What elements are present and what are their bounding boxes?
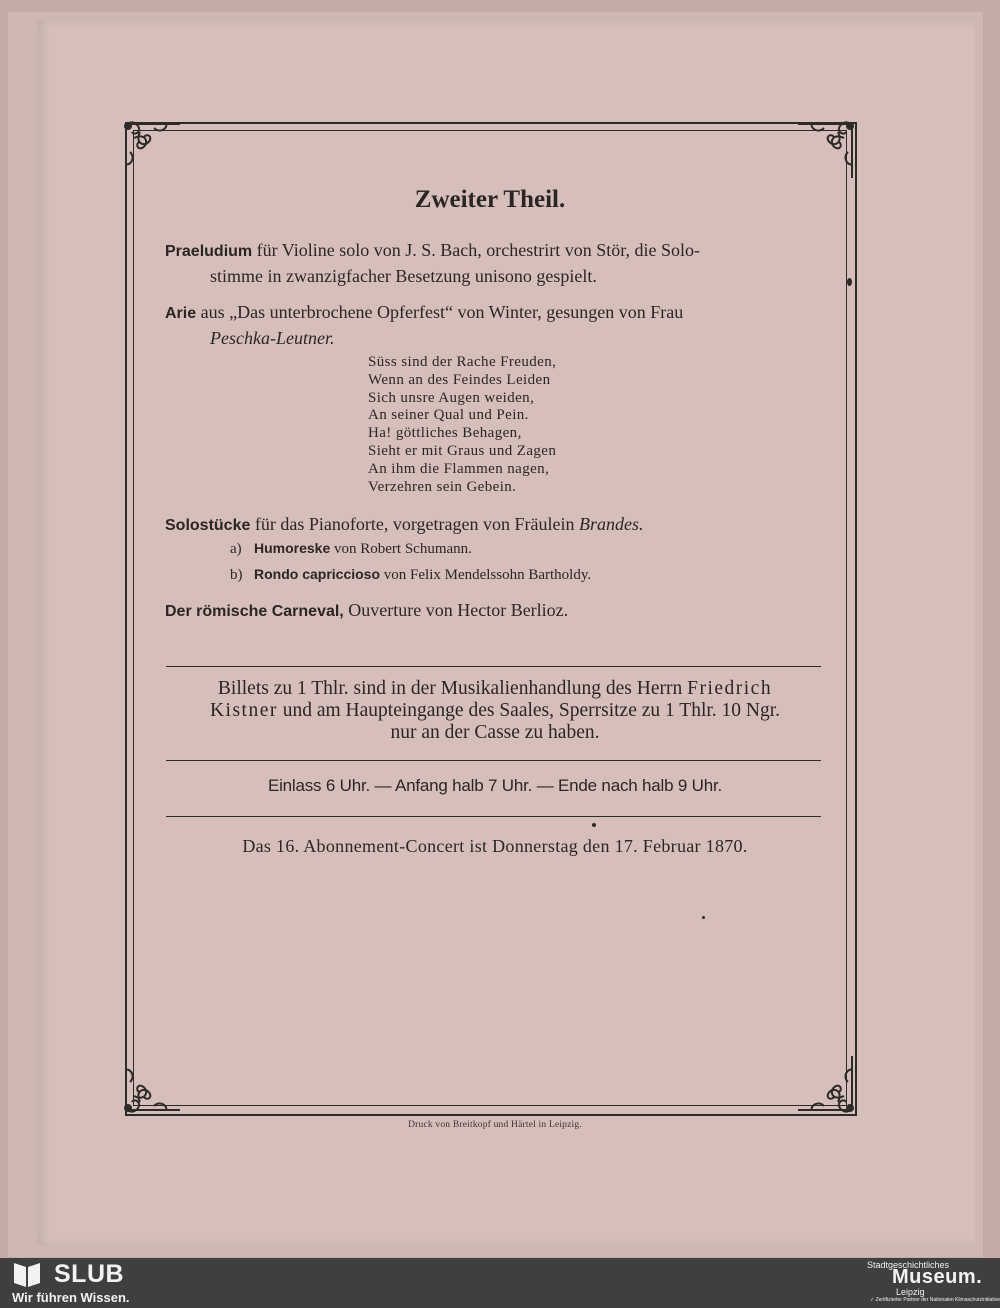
program-item-praeludium [165,238,825,288]
sub-item-title: Humoreske [254,540,331,556]
museum-certificate: ✓ Zertifizierter Partner der Nationalen Klimaschutzinitiative [870,1297,1000,1303]
program-item-arie [165,300,825,350]
lyrics-line: Wenn an des Feindes Leiden [368,371,551,388]
ink-speck [592,823,596,827]
corner-ornament-top-right [792,118,858,184]
sub-item-text: von Robert Schumann. [330,541,472,557]
sub-item-text: von Felix Mendelssohn Bartholdy. [380,567,592,583]
lyrics-line: Verzehren sein Gebein. [368,478,517,495]
program-item-lead: Arie [165,305,197,322]
program-item-text: für das Pianoforte, vorgetragen von Fräulein [250,514,579,534]
program-item-text: für Violine solo von J. S. Bach, orchestrirt von Stör, die Solo- [252,240,700,260]
program-item-carneval [165,598,825,624]
divider-rule [166,760,821,761]
sub-item-title: Rondo capriccioso [254,566,381,582]
program-item-performer: Brandes. [578,514,644,534]
corner-ornament-top-left [120,118,186,184]
sub-item-label: a) [230,541,242,557]
lyrics-line: Süss sind der Rache Freuden, [368,354,557,370]
sub-item-humoreske [230,540,472,558]
ticket-info [165,678,825,744]
lyrics-line: Sieht er mit Graus und Zagen [368,442,557,459]
ticket-info-name: Kistner [209,700,278,721]
lyrics-line: An ihm die Flammen nagen, [368,460,550,477]
program-item-lead: Der römische Carneval, [165,603,344,620]
sub-item-rondo [230,566,591,584]
section-heading: Zweiter Theil. [414,186,566,213]
program-item-lead: Praeludium [165,243,253,260]
program-item-text: aus „Das unterbrochene Opferfest“ von Winter, gesungen von Frau [196,302,684,322]
lyrics-line: Ha! göttliches Behagen, [368,425,522,442]
ink-speck [702,916,705,919]
printer-imprint: Druck von Breitkopf und Härtel in Leipzig. [408,1120,582,1130]
program-item-continuation: stimme in zwanzigfacher Besetzung unisono gespielt. [210,266,597,286]
schedule-times: Einlass 6 Uhr. — Anfang halb 7 Uhr. — Ende nach halb 9 Uhr. [267,776,723,795]
corner-ornament-bottom-left [120,1050,186,1116]
program-item-text: Ouverture von Hector Berlioz. [343,600,569,620]
library-name: SLUB [54,1260,125,1288]
museum-name: Museum. [892,1266,983,1288]
lyrics-line: Sich unsre Augen weiden, [368,389,535,406]
program-item-solostuecke [165,512,825,538]
divider-rule [166,816,821,817]
next-concert-notice: Das 16. Abonnement-Concert ist Donnerstag den 17. Februar 1870. [242,836,748,856]
museum-label: Stadtgeschichtliches [867,1260,950,1270]
museum-city: Leipzig [896,1287,925,1297]
slub-logo-icon [12,1261,42,1289]
sub-item-label: b) [230,567,243,583]
ticket-info-text: Billets zu 1 Thlr. sind in der Musikalienhandlung des Herrn [217,678,688,699]
lyrics-line: An seiner Qual und Pein. [368,407,529,424]
program-item-singer: Peschka-Leutner. [210,328,335,348]
corner-ornament-bottom-right [792,1050,858,1116]
ticket-info-text: und am Haupteingange des Saales, Sperrsitze zu 1 Thlr. 10 Ngr. [277,700,781,721]
ticket-info-text: nur an der Casse zu haben. [390,722,600,743]
footer-bar [0,1258,1000,1308]
aria-lyrics [368,354,556,496]
ink-speck [847,278,852,286]
ticket-info-name: Friedrich [687,678,773,699]
divider-rule [166,666,821,667]
program-item-lead: Solostücke [165,517,251,534]
library-tagline: Wir führen Wissen. [12,1290,130,1305]
